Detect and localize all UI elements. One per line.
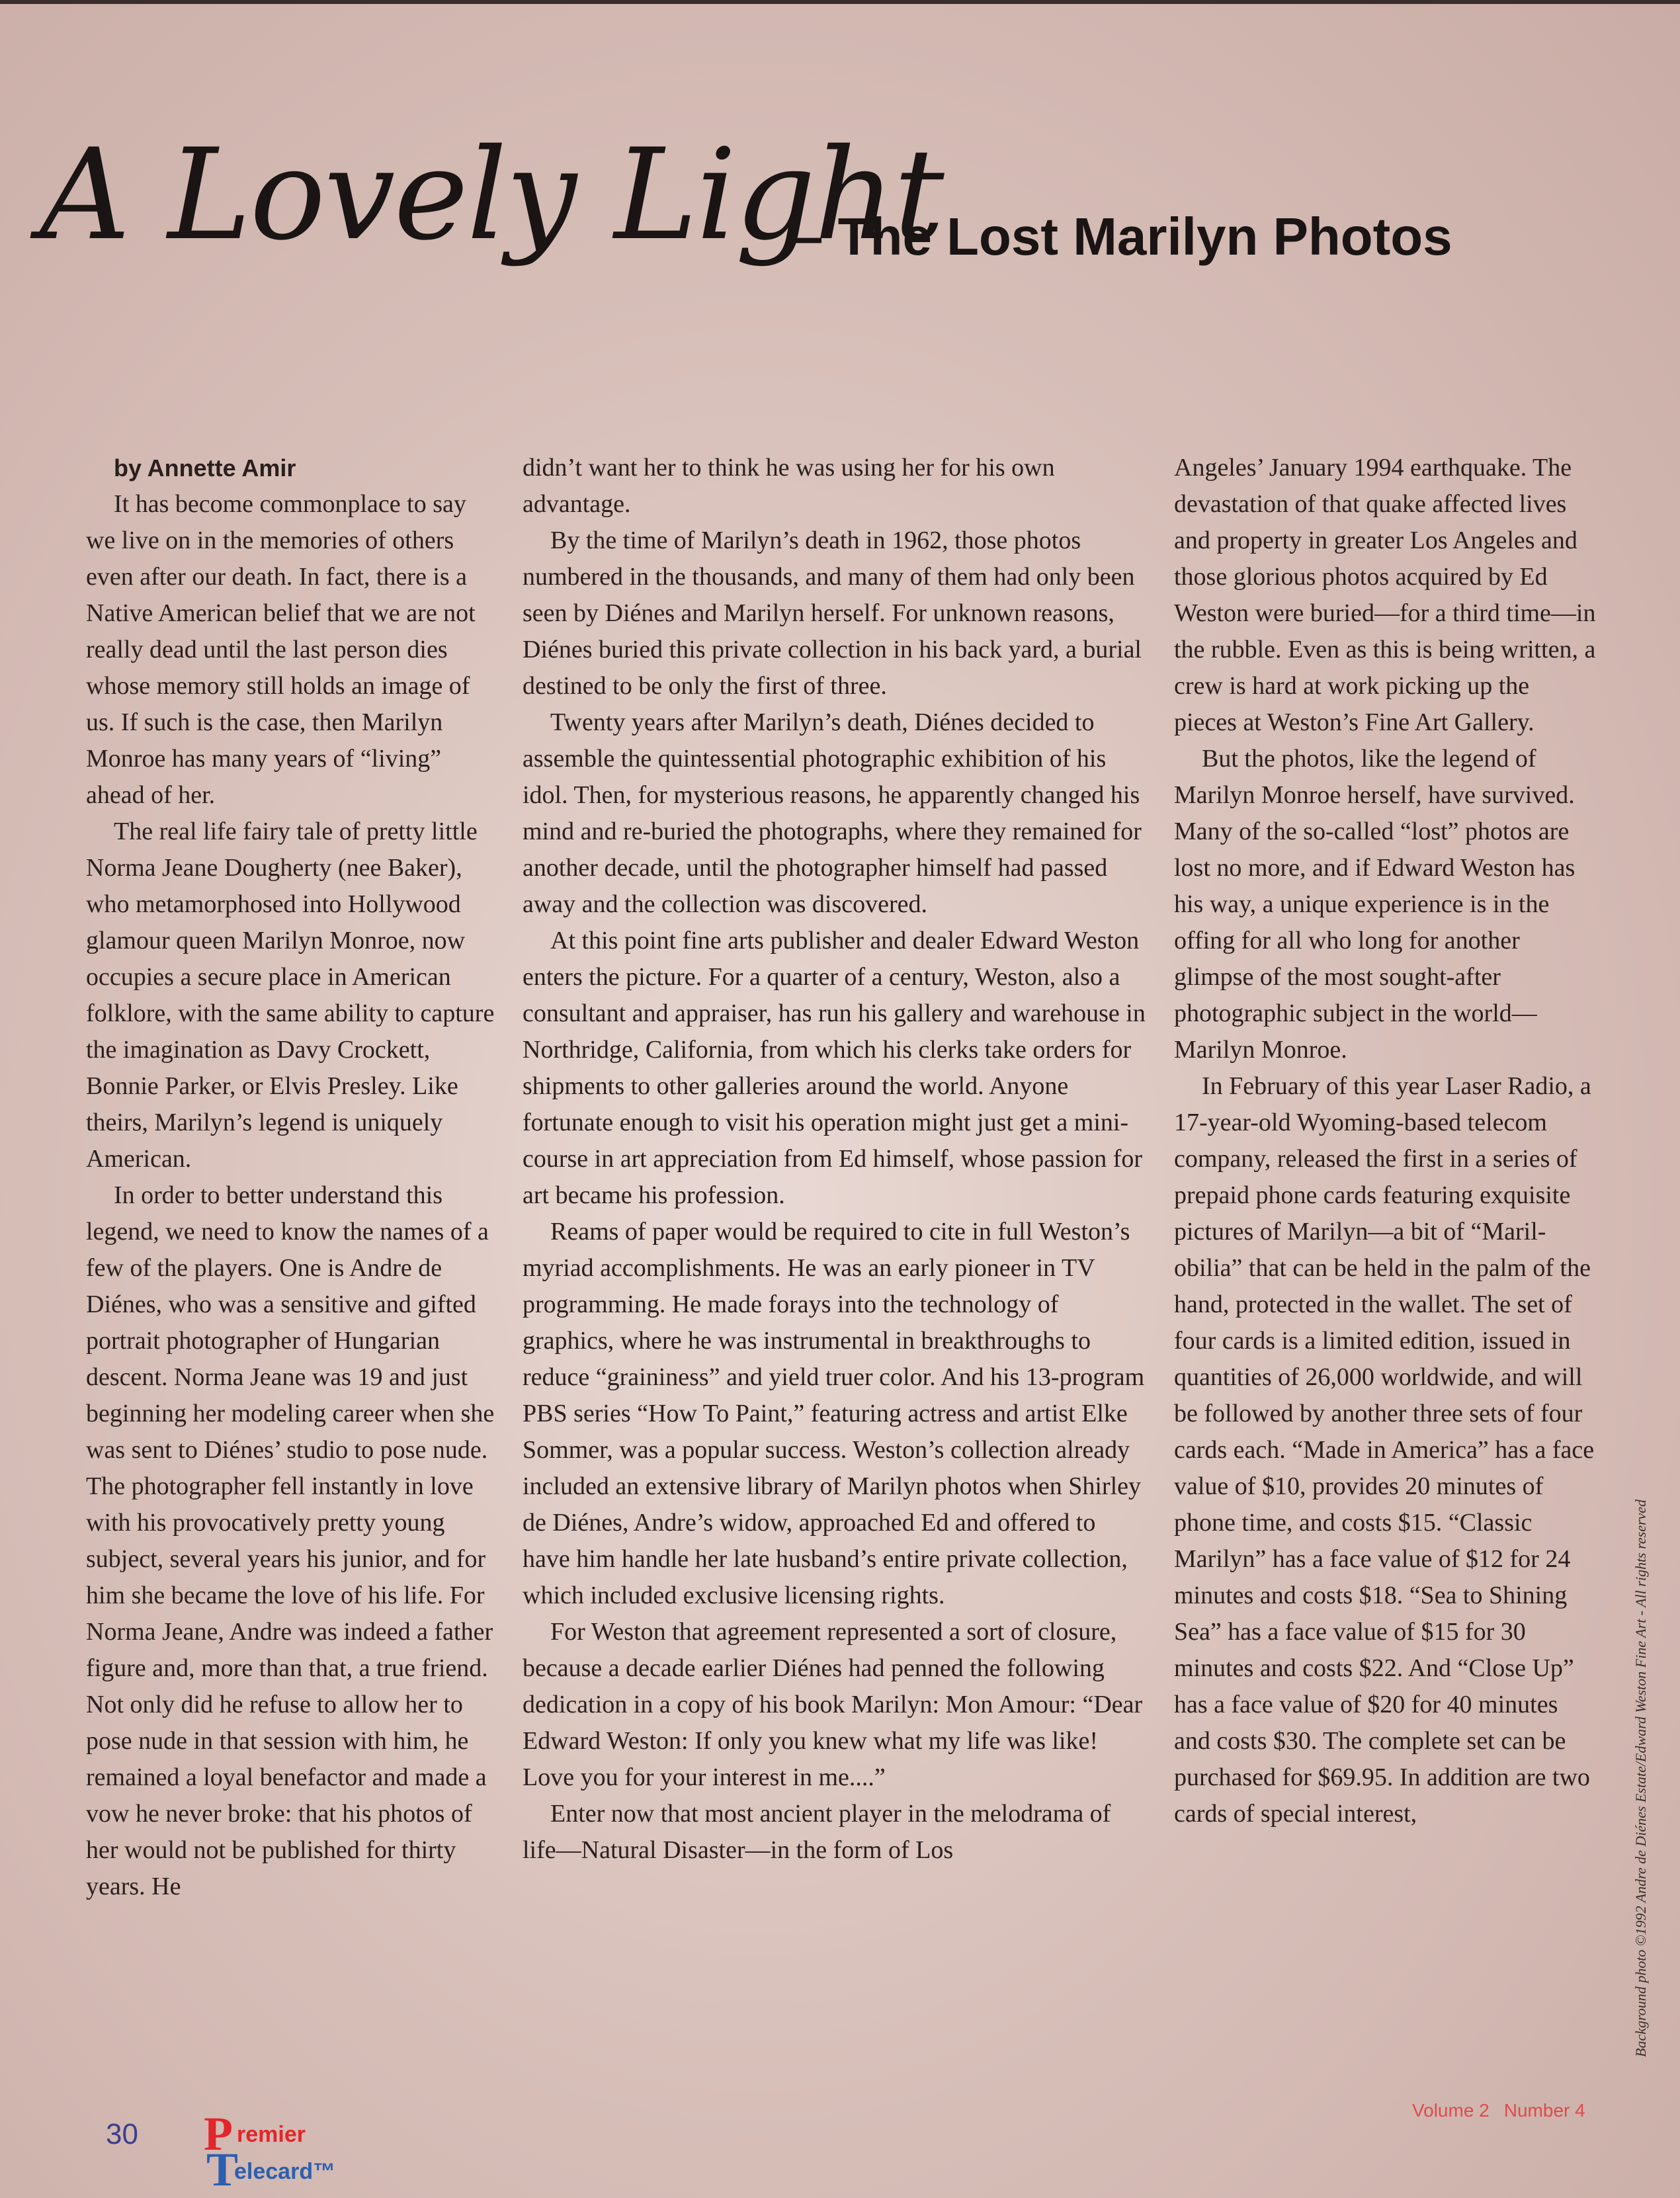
paragraph: For Weston that agreement represented a sort of closure, because a decade earlier Diénes had penned the following dedication in a copy of his book Marilyn: Mon Amour: “Dear Edward Weston: If only you knew what my life was like! Love you for your interest in me....” [523,1618,1143,1791]
byline: by Annette Amir [114,454,296,482]
logo-word-remier: remier [237,2122,306,2147]
page-number: 30 [106,2118,138,2150]
photo-credit [1630,1488,1652,2057]
number-label: Number 4 [1503,2100,1585,2121]
issue-info [1412,2100,1585,2121]
paragraph: In February of this year Laser Radio, a 17-year-old Wyoming-based telecom company, released the first in a series of prepaid phone cards featuring exquisite pictures of Marilyn—a bit of “Maril-obilia” that can be held in the palm of the hand, protected in the wallet. The set of four cards is a limited edition, issued in quantities of 26,000 worldwide, and will be followed by another three sets of four cards each. “Made in America” has a face value of $10, provides 20 minutes of phone time, and costs $15. “Classic Marilyn” has a face value of $12 for 24 minutes and costs $18. “Sea to Shining Sea” has a face value of $15 for 30 minutes and costs $22. And “Close Up” has a face value of $20 for 40 minutes and costs $30. The complete set can be purchased for $69.95. In addition are two cards of special interest, [1174,1072,1595,1828]
paragraph: Angeles’ January 1994 earthquake. The devastation of that quake affected lives and property in greater Los Angeles and those glorious photos acquired by Ed Weston were buried—for a third time—in the rubble. Even as this is being written, a crew is hard at work picking up the pieces at Weston’s Fine Art Gallery. [1174,454,1596,736]
article-column-2 [523,450,1148,1869]
article-column-3 [1174,450,1597,1832]
paragraph: Reams of paper would be required to cite in full Weston’s myriad accomplishments. He was an early pioneer in TV programming. He made forays into the technology of graphics, where he was instrumental in breakthroughs to reduce “graininess” and yield truer color. And his 13-program PBS series “How To Paint,” featuring actress and artist Elke Sommer, was a popular success. Weston’s collection already included an extensive library of Marilyn photos when Shirley de Diénes, Andre’s widow, approached Ed and offered to have him handle her late husband’s entire private collection, which included exclusive licensing rights. [523,1218,1145,1609]
premier-telecard-logo [204,2107,376,2196]
paragraph: Enter now that most ancient player in the melodrama of life—Natural Disaster—in the form of Los [523,1800,1111,1864]
paragraph: Twenty years after Marilyn’s death, Diénes decided to assemble the quintessential photographic exhibition of his idol. Then, for mysterious reasons, he apparently changed his mind and re-buried the photographs, where they remained for another decade, until the photographer himself had passed away and the collection was discovered. [523,708,1142,918]
article-column-1 [86,450,496,1905]
paragraph: In order to better understand this legend, we need to know the names of a few of the players. One is Andre de Diénes, who was a sensitive and gifted portrait photographer of Hungarian descent. Norma Jeane was 19 and just beginning her modeling career when she was sent to Diénes’ studio to pose nude. The photographer fell instantly in love with his provocatively pretty young subject, several years his junior, and for him she became the love of his life. For Norma Jeane, Andre was indeed a father figure and, more than that, a true friend. Not only did he refuse to allow her to pose nude in that session with him, he remained a loyal benefactor and made a vow he never broke: that his photos of her would not be published for thirty years. He [86,1181,495,1900]
volume-label: Volume 2 [1412,2100,1490,2121]
photo-credit-text: Background photo ©1992 Andre de Diénes Estate/Edward Weston Fine Art - All rights reserved [1632,1499,1649,2057]
paragraph: But the photos, like the legend of Marilyn Monroe herself, have survived. Many of the so-called “lost” photos are lost no more, and if Edward Weston has his way, a unique experience is in the offing for all who long for another glimpse of the most sought-after photographic subject in the world—Marilyn Monroe. [1174,745,1575,1064]
top-rule [0,0,1680,4]
logo-initial-p: P [204,2107,233,2160]
logo-initial-t: T [206,2143,239,2196]
paragraph: The real life fairy tale of pretty little Norma Jeane Dougherty (nee Baker), who metamorphosed into Hollywood glamour queen Marilyn Monroe, now occupies a secure place in American folklore, with the same ability to capture the imagination as Davy Crockett, Bonnie Parker, or Elvis Presley. Like theirs, Marilyn’s legend is uniquely American. [86,818,495,1173]
paragraph: At this point fine arts publisher and dealer Edward Weston enters the picture. For a quarter of a century, Weston, also a consultant and appraiser, has run his gallery and warehouse in Northridge, California, from which his clerks take orders for shipments to other galleries around the world. Anyone fortunate enough to visit his operation might just get a mini-course in art appreciation from Ed himself, whose passion for art became his profession. [523,927,1146,1209]
paragraph: didn’t want her to think he was using her for his own advantage. [523,454,1055,518]
paragraph: It has become commonplace to say we live on in the memories of others even after our death. In fact, there is a Native American belief that we are not really dead until the last person dies whose memory still holds an image of us. If such is the case, then Marilyn Monroe has many years of “living” ahead of her. [86,490,476,809]
title-subtitle: – The Lost Marilyn Photos [794,207,1452,266]
title-script: A Lovely Light [40,122,943,268]
logo-word-elecard: elecard™ [234,2159,336,2184]
paragraph: By the time of Marilyn’s death in 1962, those photos numbered in the thousands, and many of them had only been seen by Diénes and Marilyn herself. For unknown reasons, Diénes buried this private collection in his back yard, a burial destined to be only the first of three. [523,527,1142,700]
